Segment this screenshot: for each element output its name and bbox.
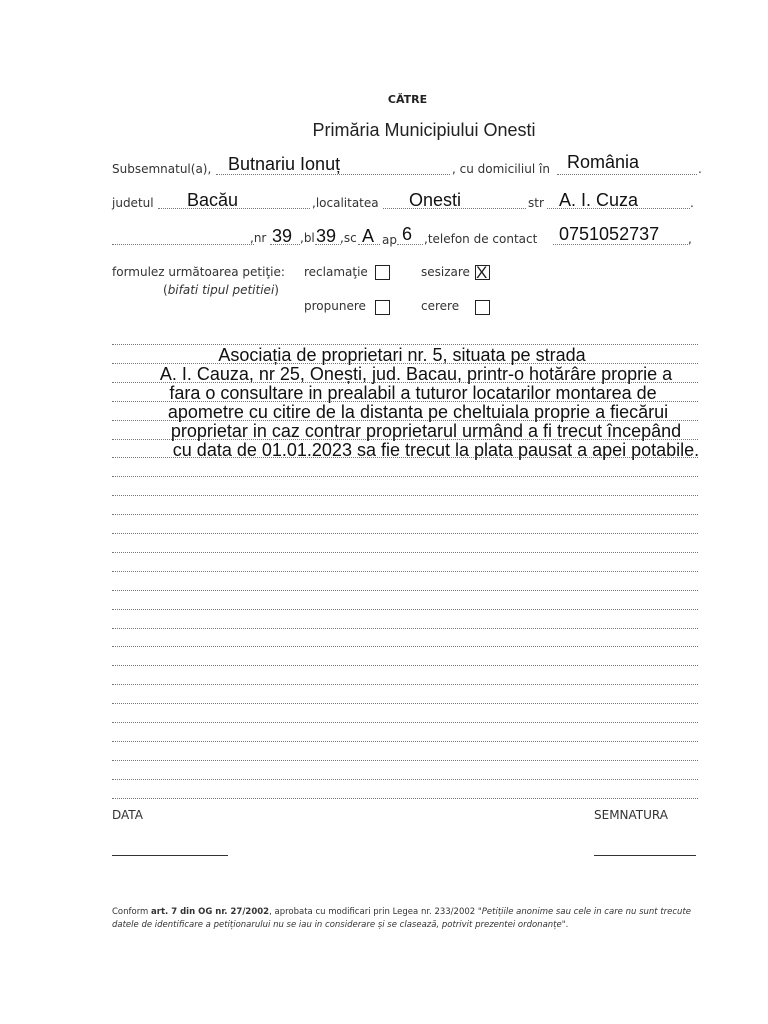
ruled-line [112, 514, 698, 515]
bl-value[interactable]: 39 [316, 226, 337, 246]
body-line: Asociația de proprietari nr. 5, situata pe strada [218, 345, 586, 365]
option-cerere-label: cerere [421, 299, 460, 313]
ruled-line [112, 703, 698, 704]
nr-label: ,nr [250, 231, 267, 245]
row2-end-dot: . [690, 196, 694, 210]
domiciliu-label: , cu domiciliul în [452, 162, 550, 176]
ruled-line [112, 533, 698, 534]
legal-note-end: ". [561, 920, 569, 930]
ap-label: ap [382, 233, 397, 247]
legal-note-quote: Petițiile anonime sau cele in care nu sunt trecute datele de identificare a petiționarului nu se iau in considerare și se clasează, potrivit prezentei ordonanțe [112, 907, 692, 930]
judet-value[interactable]: Bacău [187, 190, 239, 210]
option-propunere-label: propunere [304, 299, 366, 313]
option-cerere-checkbox[interactable] [475, 300, 490, 315]
bl-label: ,bl [300, 231, 315, 245]
ruled-line [112, 798, 698, 799]
ruled-line [112, 684, 698, 685]
domiciliu-dots [557, 174, 697, 175]
str-label: str [528, 196, 544, 210]
option-sesizare-label: sesizare [421, 265, 470, 279]
sc-label: ,sc [340, 231, 357, 245]
telefon-label: ,telefon de contact [424, 232, 538, 246]
petition-hint-text: bifati tipul petitiei [167, 283, 275, 297]
domiciliu-value[interactable]: România [567, 152, 640, 172]
body-line: A. I. Cauza, nr 25, Onești, jud. Bacau, printr-o hotărâre proprie a [159, 364, 673, 384]
row3-lead-dots [112, 244, 254, 245]
institution-name: Primăria Municipiului Onesti [312, 120, 536, 140]
ruled-line [112, 665, 698, 666]
ap-value[interactable]: 6 [402, 224, 413, 244]
ruled-line [112, 646, 698, 647]
option-propunere-checkbox[interactable] [375, 300, 390, 315]
ruled-line [112, 779, 698, 780]
ruled-line [112, 495, 698, 496]
localitate-label: ,localitatea [312, 196, 379, 210]
judet-label: judetul [112, 196, 154, 210]
petition-body[interactable] [112, 346, 732, 460]
date-line[interactable] [112, 855, 228, 856]
sc-value[interactable]: A [362, 226, 375, 246]
ruled-line [112, 760, 698, 761]
telefon-value[interactable]: 0751052737 [559, 224, 660, 244]
body-line: proprietar in caz contrar proprietarul urmând a fi trecut începând [170, 421, 682, 441]
legal-note-article: art. 7 din OG nr. 27/2002 [151, 907, 270, 917]
localitate-value[interactable]: Onesti [409, 190, 462, 210]
str-value[interactable]: A. I. Cuza [559, 190, 639, 210]
legal-note-start: Conform [112, 907, 149, 917]
body-line: cu data de 01.01.2023 sa fie trecut la plata pausat a apei potabile. [172, 440, 700, 460]
petition-intro: formulez următoarea petiţie: [112, 265, 285, 279]
option-reclamatie-label: reclamaţie [304, 265, 368, 279]
subsemnatul-value[interactable]: Butnariu Ionuț [228, 154, 341, 174]
legal-note [112, 906, 712, 932]
date-label: DATA [112, 808, 143, 822]
ruled-line [112, 476, 698, 477]
body-line: fara o consultare in prealabil a tuturor locatarilor montarea de [169, 383, 657, 403]
ruled-line [112, 571, 698, 572]
ruled-line [112, 609, 698, 610]
addressee-label: CĂTRE [387, 93, 428, 106]
nr-value[interactable]: 39 [272, 226, 293, 246]
row3-end-comma: , [688, 232, 692, 246]
body-line: apometre cu citire de la distanta pe cheltuiala proprie a fiecărui [167, 402, 669, 422]
petition-hint: (bifati tipul petitiei) [163, 283, 279, 297]
legal-note-law: , aprobata cu modificari prin Legea nr. 233/2002 " [269, 907, 482, 917]
row1-end-dot: . [698, 162, 702, 176]
ruled-line [112, 628, 698, 629]
ruled-line [112, 741, 698, 742]
signature-label: SEMNATURA [594, 808, 668, 822]
ruled-line [112, 552, 698, 553]
option-reclamatie-checkbox[interactable] [375, 265, 390, 280]
option-sesizare-mark: X [476, 263, 488, 282]
ruled-line [112, 590, 698, 591]
ruled-line [112, 722, 698, 723]
subsemnatul-label: Subsemnatul(a), [112, 162, 212, 176]
signature-line[interactable] [594, 855, 696, 856]
